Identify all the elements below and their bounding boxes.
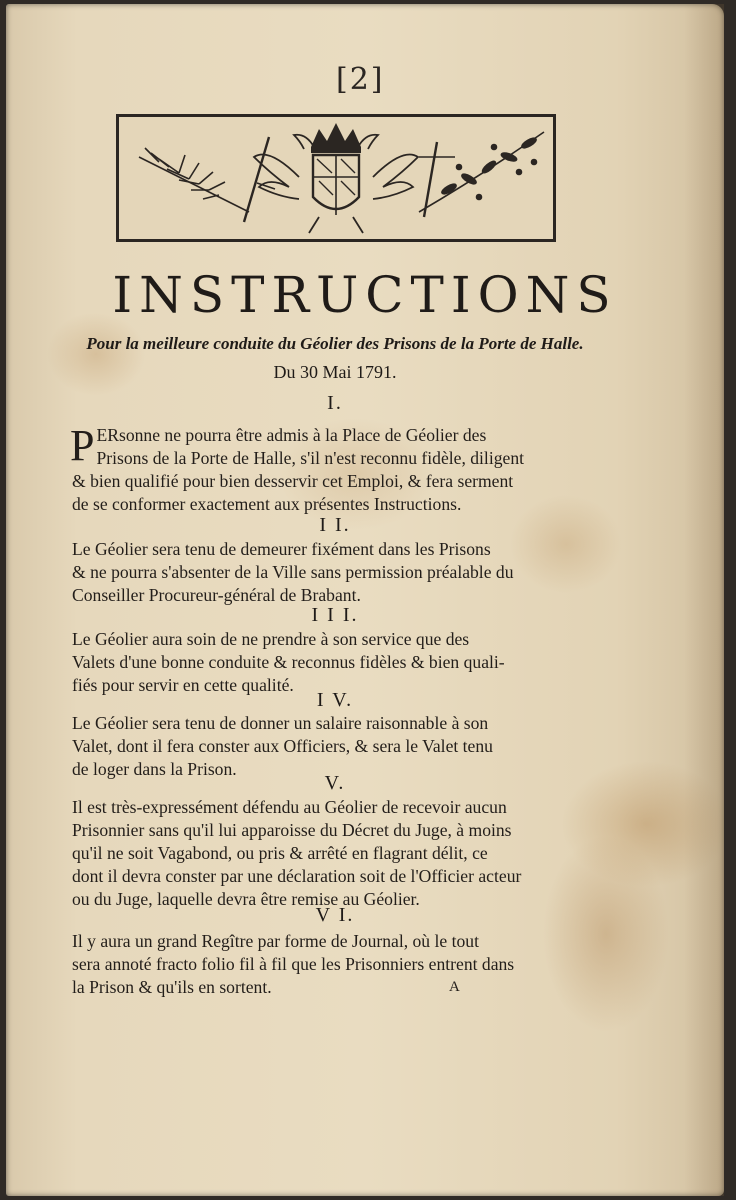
section-numeral: I V. [316,689,354,711]
paragraph-line: ERsonne ne pourra être admis à la Place de Géolier des [96,425,487,445]
section-paragraph [72,930,597,999]
folio-number: [2] [336,62,385,97]
section-numeral: I I. [319,514,351,536]
paragraph-line: Conseiller Procureur-général de Brabant. [72,585,361,605]
paragraph-line: ou du Juge, laquelle devra être remise au Géolier. [72,889,420,909]
section-numeral: I. [327,392,343,414]
paragraph-line: Valet, dont il fera conster aux Officiers, & sera le Valet tenu [72,736,493,756]
coat-of-arms-vignette [116,114,556,242]
section-numeral: V. [324,772,346,794]
document-subtitle: Pour la meilleure conduite du Géolier des Prisons de la Porte de Halle. [86,334,584,353]
section-paragraph [72,796,597,911]
paragraph-line: de se conformer exactement aux présentes Instructions. [72,494,462,514]
section-numeral: V I. [315,904,355,926]
section-numeral: I I I. [311,604,359,626]
section-paragraph [70,421,597,516]
section-paragraph [72,712,597,781]
paragraph-line: qu'il ne soit Vagabond, ou pris & arrêté en flagrant délit, ce [72,843,488,863]
paragraph-line: la Prison & qu'ils en sortent. [72,977,272,997]
coat-of-arms-icon [119,117,553,239]
document-page [6,4,724,1196]
paragraph-line: dont il devra conster par une déclaration soit de l'Officier acteur [72,866,522,886]
paragraph-line: Le Géolier sera tenu de donner un salaire raisonnable à son [72,713,489,733]
paragraph-line: Le Géolier aura soin de ne prendre à son service que des [72,629,470,649]
paragraph-line: Le Géolier sera tenu de demeurer fixément dans les Prisons [72,539,491,559]
signature-mark: A [449,979,460,995]
paragraph-line: Il y aura un grand Regître par forme de Journal, où le tout [72,931,479,951]
paragraph-line: de loger dans la Prison. [72,759,237,779]
paragraph-line: Prisons de la Porte de Halle, s'il n'est reconnu fidèle, diligent [96,448,525,468]
document-title: INSTRUCTIONS [112,266,618,324]
page-edge-shading [684,4,724,1196]
paragraph-line: & bien qualifié pour bien desservir cet Emploi, & fera serment [72,471,514,491]
drop-cap: P [70,421,95,470]
section-paragraph [72,628,597,697]
paragraph-line: Il est très-expressément défendu au Géolier de recevoir aucun [72,797,507,817]
paragraph-line: & ne pourra s'absenter de la Ville sans permission préalable du [72,562,514,582]
document-date: Du 30 Mai 1791. [273,362,397,382]
paragraph-line: sera annoté fracto folio fil à fil que les Prisonniers entrent dans [72,954,515,974]
paragraph-line: Valets d'une bonne conduite & reconnus fidèles & bien quali- [72,652,505,672]
paragraph-line: Prisonnier sans qu'il lui apparoisse du Décret du Juge, à moins [72,820,512,840]
paragraph-line: fiés pour servir en cette qualité. [72,675,294,695]
section-paragraph [72,538,597,607]
